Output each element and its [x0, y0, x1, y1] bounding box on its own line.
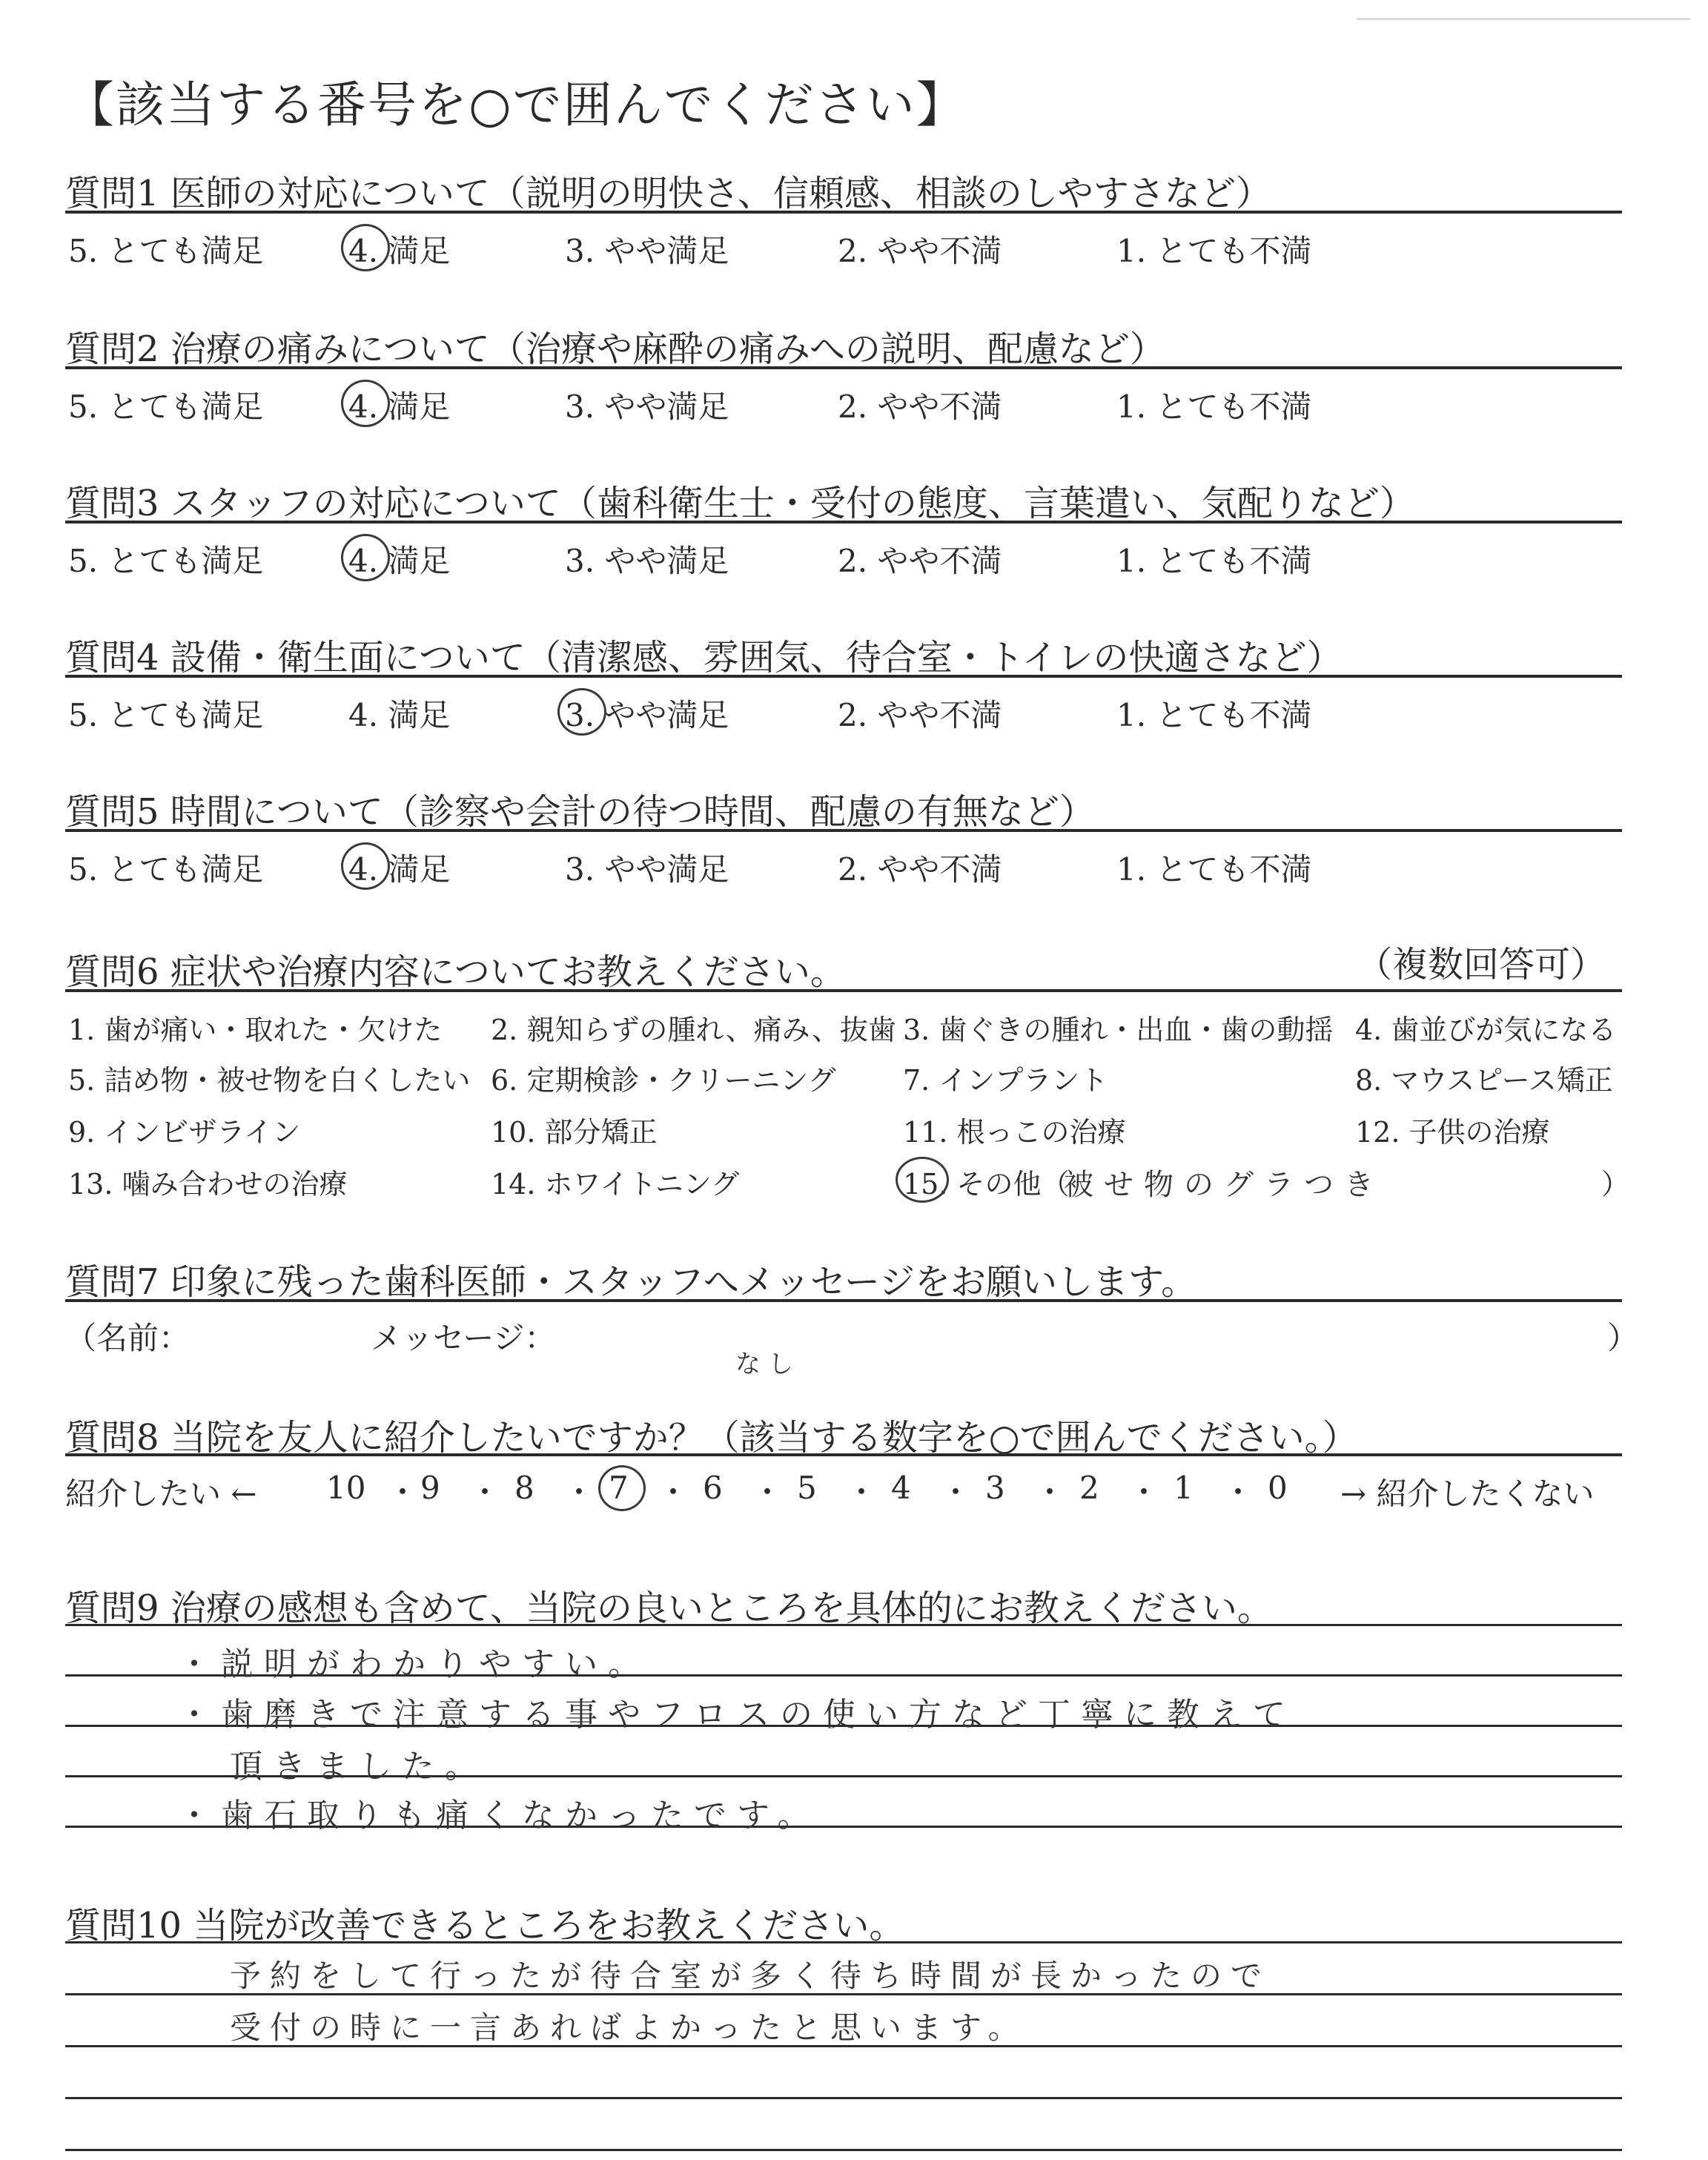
q10-title: 質問10 当院が改善できるところをお教えください。	[65, 1905, 905, 1946]
q9-title: 質問9 治療の感想も含めて、当院の良いところを具体的にお教えください。	[65, 1588, 1273, 1629]
q9-handwritten-line-3: 頂きました。	[230, 1748, 488, 1786]
q4-option-1: 1. とても不満	[1116, 697, 1312, 733]
q6-option-15: 15. その他（	[903, 1168, 1070, 1200]
q2-option-1: 1. とても不満	[1116, 389, 1312, 425]
q8-separator-dot: ・	[1034, 1474, 1066, 1510]
q8-value-1: 1	[1174, 1470, 1194, 1506]
q7-title: 質問7 印象に残った歯科医師・スタッフへメッセージをお願いします。	[65, 1261, 1197, 1303]
q1-rule	[65, 211, 1622, 214]
q3-option-4: 4. 満足	[348, 543, 451, 579]
q8-separator-dot: ・	[469, 1474, 501, 1510]
q5-title: 質問5 時間について（診察や会計の待つ時間、配慮の有無など）	[65, 791, 1095, 833]
q6-note: （複数回答可）	[1357, 944, 1606, 985]
q5-rule	[65, 829, 1622, 832]
q7-close-paren: ）	[1607, 1320, 1639, 1356]
q9-handwritten-line-1: ・説明がわかりやすい。	[178, 1645, 651, 1683]
q8-title: 質問8 当院を友人に紹介したいですか？（該当する数字を○で囲んでください。）	[65, 1417, 1358, 1459]
q6-option-12: 12. 子供の治療	[1355, 1116, 1550, 1149]
q5-option-5: 5. とても満足	[68, 851, 264, 888]
q8-value-4: 4	[891, 1470, 911, 1506]
q6-option-9: 9. インビザライン	[68, 1116, 301, 1149]
q9-handwritten-line-4: ・歯石取りも痛くなかったです。	[178, 1797, 821, 1834]
q7-message-label: メッセージ：	[371, 1320, 556, 1356]
q6-option-5: 5. 詰め物・被せ物を白くしたい	[68, 1064, 471, 1097]
q8-left-label: 紹介したい ←	[65, 1476, 257, 1512]
scan-edge-line	[1357, 18, 1690, 20]
q2-rule	[65, 366, 1622, 369]
q8-value-0: 0	[1268, 1470, 1288, 1506]
q6-option-6: 6. 定期検診・クリーニング	[491, 1064, 836, 1097]
q4-selected-circle	[557, 688, 606, 736]
q8-value-3: 3	[985, 1470, 1005, 1506]
q10-handwritten-line-2: 受付の時に一言あればよかったと思います。	[230, 2009, 1028, 2046]
q3-option-2: 2. やや不満	[838, 543, 1002, 579]
q8-value-10: 10	[326, 1470, 366, 1506]
q9-answer-rule	[65, 1624, 1622, 1626]
q7-handwritten-answer: なし	[735, 1350, 801, 1379]
q4-option-5: 5. とても満足	[68, 697, 264, 733]
q1-option-3: 3. やや満足	[565, 233, 729, 269]
q6-option-14: 14. ホワイトニング	[491, 1168, 740, 1200]
q6-option-7: 7. インプラント	[903, 1064, 1108, 1097]
q1-selected-circle	[341, 224, 390, 271]
q8-value-6: 6	[703, 1470, 723, 1506]
q8-value-5: 5	[797, 1470, 817, 1506]
q9-handwritten-line-2: ・歯磨きで注意する事やフロスの使い方など丁寧に教えて	[178, 1696, 1296, 1734]
q10-answer-rule	[65, 1941, 1622, 1943]
q6-rule	[65, 989, 1622, 992]
q2-selected-circle	[341, 380, 390, 427]
q5-selected-circle	[341, 842, 390, 890]
q6-option-10: 10. 部分矯正	[491, 1116, 658, 1149]
q4-option-3: 3. やや満足	[565, 697, 729, 733]
q1-option-1: 1. とても不満	[1116, 233, 1312, 269]
q3-title: 質問3 スタッフの対応について（歯科衛生士・受付の態度、言葉遣い、気配りなど）	[65, 483, 1415, 524]
q8-separator-dot: ・	[658, 1474, 689, 1510]
q7-rule	[65, 1299, 1622, 1302]
q8-separator-dot: ・	[940, 1474, 972, 1510]
q6-option-11: 11. 根っこの治療	[903, 1116, 1126, 1149]
q8-value-2: 2	[1079, 1470, 1099, 1506]
q8-separator-dot: ・	[1128, 1474, 1160, 1510]
q6-other-handwritten: 被せ物のグラつき	[1064, 1168, 1384, 1202]
q10-answer-rule	[65, 2149, 1622, 2151]
q4-title: 質問4 設備・衛生面について（清潔感、雰囲気、待合室・トイレの快適さなど）	[65, 637, 1343, 678]
q6-option-13: 13. 噛み合わせの治療	[68, 1168, 348, 1200]
q4-rule	[65, 675, 1622, 678]
q4-option-2: 2. やや不満	[838, 697, 1002, 733]
q3-rule	[65, 521, 1622, 524]
q6-option-2: 2. 親知らずの腫れ、痛み、抜歯	[491, 1014, 896, 1046]
q8-separator-dot: ・	[563, 1474, 595, 1510]
instruction-header: 【該当する番号を○で囲んでください】	[65, 76, 967, 133]
q1-title: 質問1 医師の対応について（説明の明快さ、信頼感、相談のしやすさなど）	[65, 173, 1271, 214]
q10-handwritten-line-1: 予約をして行ったが待合室が多く待ち時間が長かったので	[230, 1958, 1271, 1994]
q2-title: 質問2 治療の痛みについて（治療や麻酔の痛みへの説明、配慮など）	[65, 328, 1165, 370]
q8-separator-dot: ・	[387, 1474, 419, 1510]
q6-option-1: 1. 歯が痛い・取れた・欠けた	[68, 1014, 443, 1046]
q8-separator-dot: ・	[1222, 1474, 1254, 1510]
q5-option-2: 2. やや不満	[838, 851, 1002, 888]
q6-option-8: 8. マウスピース矯正	[1355, 1064, 1613, 1097]
q5-option-4: 4. 満足	[348, 851, 451, 888]
q3-option-1: 1. とても不満	[1116, 543, 1312, 579]
q5-option-1: 1. とても不満	[1116, 851, 1312, 888]
q2-option-5: 5. とても満足	[68, 389, 264, 425]
q10-answer-rule	[65, 2097, 1622, 2099]
q5-option-3: 3. やや満足	[565, 851, 729, 888]
q6-title: 質問6 症状や治療内容についてお教えください。	[65, 951, 846, 993]
q8-value-9: 9	[420, 1470, 440, 1506]
q8-right-label: → 紹介したくない	[1340, 1476, 1595, 1512]
q6-selected-circle	[896, 1157, 949, 1203]
q4-option-4: 4. 満足	[348, 697, 451, 733]
q6-option-4: 4. 歯並びが気になる	[1355, 1014, 1617, 1046]
q2-option-4: 4. 満足	[348, 389, 451, 425]
q6-option-16: ）	[1601, 1168, 1630, 1200]
q6-option-3: 3. 歯ぐきの腫れ・出血・歯の動揺	[903, 1014, 1334, 1046]
q1-option-2: 2. やや不満	[838, 233, 1002, 269]
q8-separator-dot: ・	[846, 1474, 878, 1510]
q3-selected-circle	[341, 534, 390, 581]
q8-rule	[65, 1453, 1622, 1456]
q7-name-label: （名前：	[65, 1320, 191, 1356]
q8-value-7: 7	[609, 1470, 629, 1506]
q1-option-5: 5. とても満足	[68, 233, 264, 269]
q3-option-5: 5. とても満足	[68, 543, 264, 579]
q2-option-2: 2. やや不満	[838, 389, 1002, 425]
q8-selected-circle	[598, 1465, 646, 1511]
q3-option-3: 3. やや満足	[565, 543, 729, 579]
q8-value-8: 8	[514, 1470, 534, 1506]
q1-option-4: 4. 満足	[348, 233, 451, 269]
q2-option-3: 3. やや満足	[565, 389, 729, 425]
q8-separator-dot: ・	[752, 1474, 784, 1510]
